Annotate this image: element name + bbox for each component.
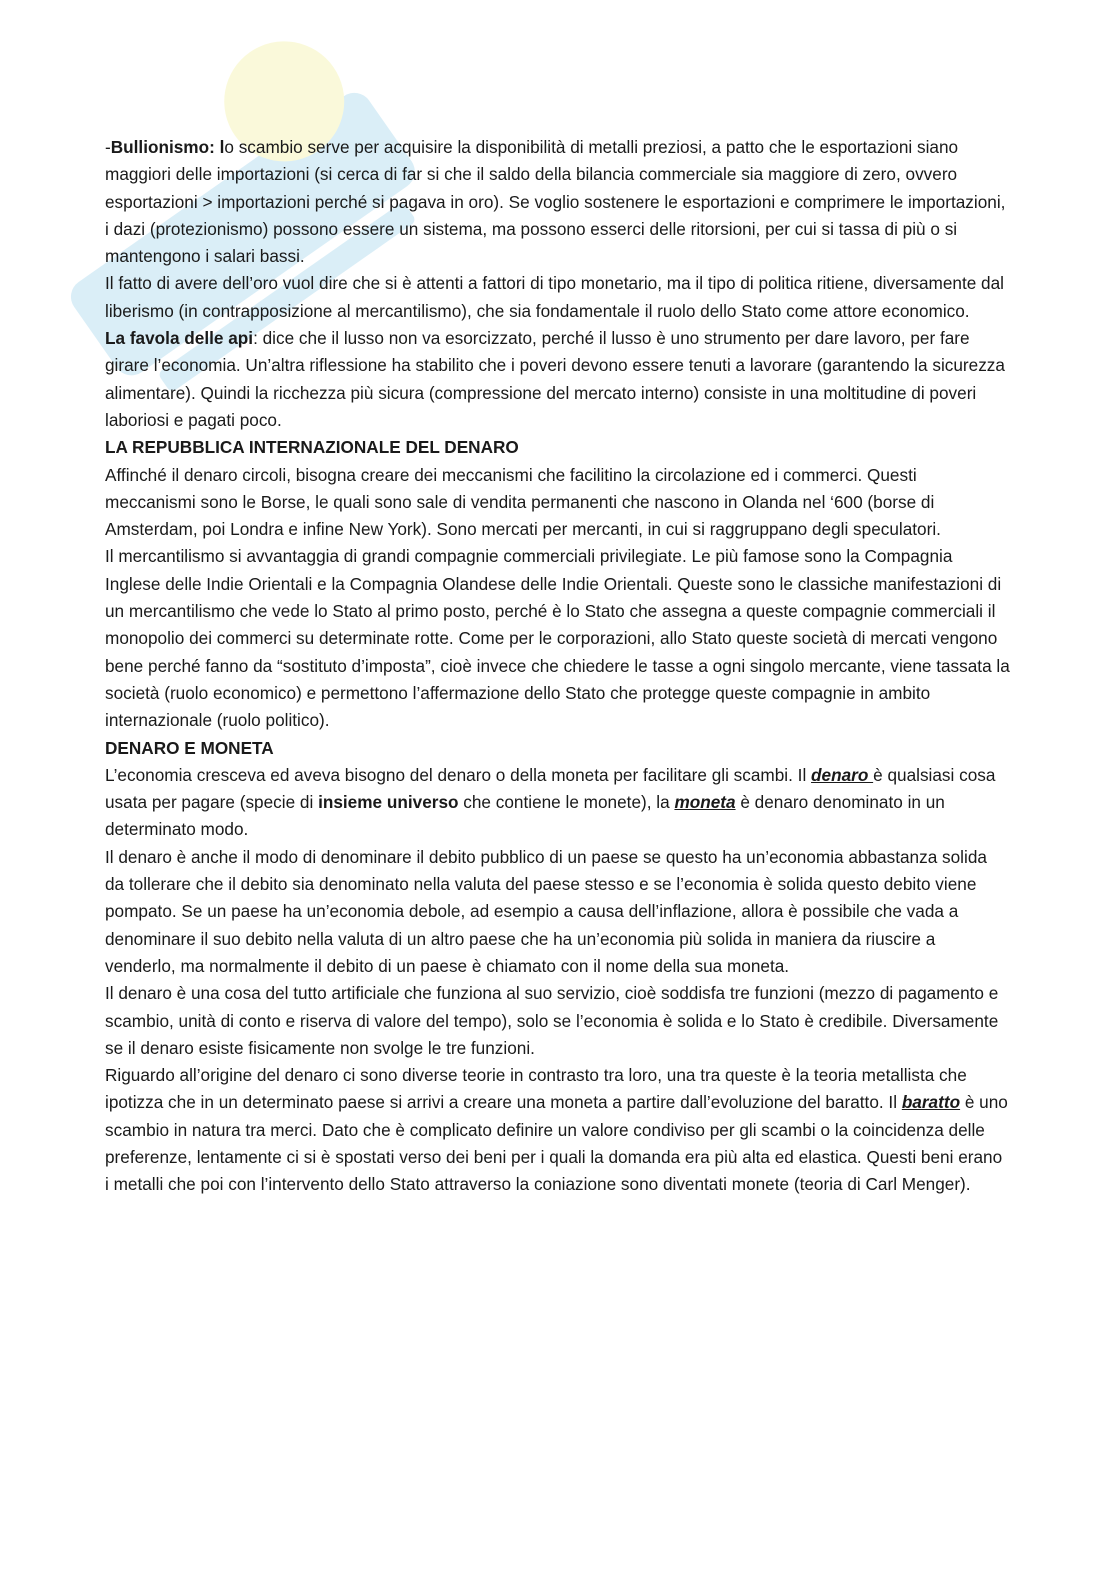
paragraph-favola-api (105, 325, 1010, 434)
paragraph-compagnie: Il mercantilismo si avvantaggia di grandi compagnie commerciali privilegiate. Le più famose sono la Compagnia Inglese delle Indie Orientali e la Compagnia Olandese delle Indie Orientali. Queste sono le classiche manifestazioni di un mercantilismo che vede lo Stato al primo posto, perché è lo Stato che assegna a queste compagnie commerciali il monopolio dei commerci su determinate rotte. Come per le corporazioni, allo Stato queste società di mercati vengono bene perché fanno da “sostituto d’imposta”, cioè invece che chiedere le tasse a ogni singolo mercante, viene tassata la società (ruolo economico) e permettono l’affermazione dello Stato che protegge queste compagnie in ambito internazionale (ruolo politico). (105, 546, 1010, 731)
section-heading-denaro-moneta: DENARO E MONETA (105, 737, 274, 758)
paragraph-definizioni (105, 762, 1010, 844)
term-denaro: denaro (811, 764, 874, 785)
term-insieme-universo: insieme universo (318, 792, 459, 813)
paragraph-text: è uno scambio in natura tra merci. Dato che è complicato definire un valore condiviso per gli scambi o la coincidenza delle preferenze, lentamente ci si è spostati verso dei beni per i quali la domanda era più alta ed elastica. Questi beni erano i metalli che poi con l’intervento dello Stato attraverso la coniazione sono diventati monete (teoria di Carl Menger). (105, 1092, 1008, 1195)
paragraph-borse: Affinché il denaro circoli, bisogna creare dei meccanismi che facilitino la circolazione ed i commerci. Questi meccanismi sono le Borse, le quali sono sale di vendita permanenti che nascono in Olanda nel ‘600 (borse di Amsterdam, poi Londra e infine New York). Sono mercati per mercanti, in cui si raggruppano degli speculatori. (105, 464, 941, 540)
paragraph-funzioni: Il denaro è una cosa del tutto artificiale che funziona al suo servizio, cioè soddisfa tre funzioni (mezzo di pagamento e scambio, unità di conto e riserva di valore del tempo), solo se l’economia è solida e lo Stato è credibile. Diversamente se il denaro esiste fisicamente non svolge le tre funzioni. (105, 983, 999, 1058)
term-bullionismo: Bullionismo: l (110, 137, 225, 157)
paragraph-bullionismo (105, 134, 1010, 270)
dash: - (105, 137, 111, 157)
paragraph-text: : dice che il lusso non va esorcizzato, perché il lusso è uno strumento per dare lavoro, per fare girare l’economia. Un’altra riflessione ha stabilito che i poveri devono essere tenuti a lavorare (garantendo la sicurezza alimentare). Quindi la ricchezza più sicura (compressione del mercato interno) consiste in una moltitudine di poveri laboriosi e pagati poco. (105, 328, 1005, 430)
paragraph-text: è denaro denominato in un determinato modo. (105, 792, 945, 840)
paragraph-text: che contiene le monete), la (458, 792, 675, 813)
document-body (105, 134, 1010, 1199)
paragraph-text: è qualsiasi cosa usata per pagare (specie di (105, 764, 996, 813)
paragraph-text: o scambio serve per acquisire la disponibilità di metalli preziosi, a patto che le esportazioni siano maggiori delle importazioni (si cerca di far si che il saldo della bilancia commerciale sia maggiore di zero, ovvero esportazioni > importazioni perché si pagava in oro). Se voglio sostenere le esportazioni e comprimere le importazioni, i dazi (protezionismo) possono essere un sistema, ma possono esserci delle ritorsioni, per cui si tassa di più o si mantengono i salari bassi. (105, 137, 1006, 267)
term-baratto: baratto (901, 1092, 961, 1113)
section-heading-repubblica: LA REPUBBLICA INTERNAZIONALE DEL DENARO (105, 437, 519, 458)
term-favola-api: La favola delle api (105, 328, 254, 349)
paragraph-origine (105, 1062, 1010, 1198)
term-moneta: moneta (674, 792, 736, 813)
paragraph-text: Riguardo all’origine del denaro ci sono diverse teorie in contrasto tra loro, una tra queste è la teoria metallista che ipotizza che in un determinato paese si arrivi a creare una moneta a partire dall’evoluzione del baratto. Il (105, 1065, 967, 1113)
paragraph-text: L’economia cresceva ed aveva bisogno del denaro o della moneta per facilitare gli scambi. Il (105, 764, 812, 785)
paragraph-debito: Il denaro è anche il modo di denominare il debito pubblico di un paese se questo ha un’economia abbastanza solida da tollerare che il debito sia denominato nella valuta del paese stesso e se l’economia è solida questo debito viene pompato. Se un paese ha un’economia debole, ad esempio a causa dell’inflazione, allora è possibile che vada a denominare il suo debito nella valuta di un altro paese che ha un’economia più solida in maniera da riuscire a venderlo, ma normalmente il debito di un paese è chiamato con il nome della sua moneta. (105, 846, 987, 976)
paragraph-oro: Il fatto di avere dell’oro vuol dire che si è attenti a fattori di tipo monetario, ma il tipo di politica ritiene, diversamente dal liberismo (in contrapposizione al mercantilismo), che sia fondamentale il ruolo dello Stato come attore economico. (105, 273, 1004, 321)
